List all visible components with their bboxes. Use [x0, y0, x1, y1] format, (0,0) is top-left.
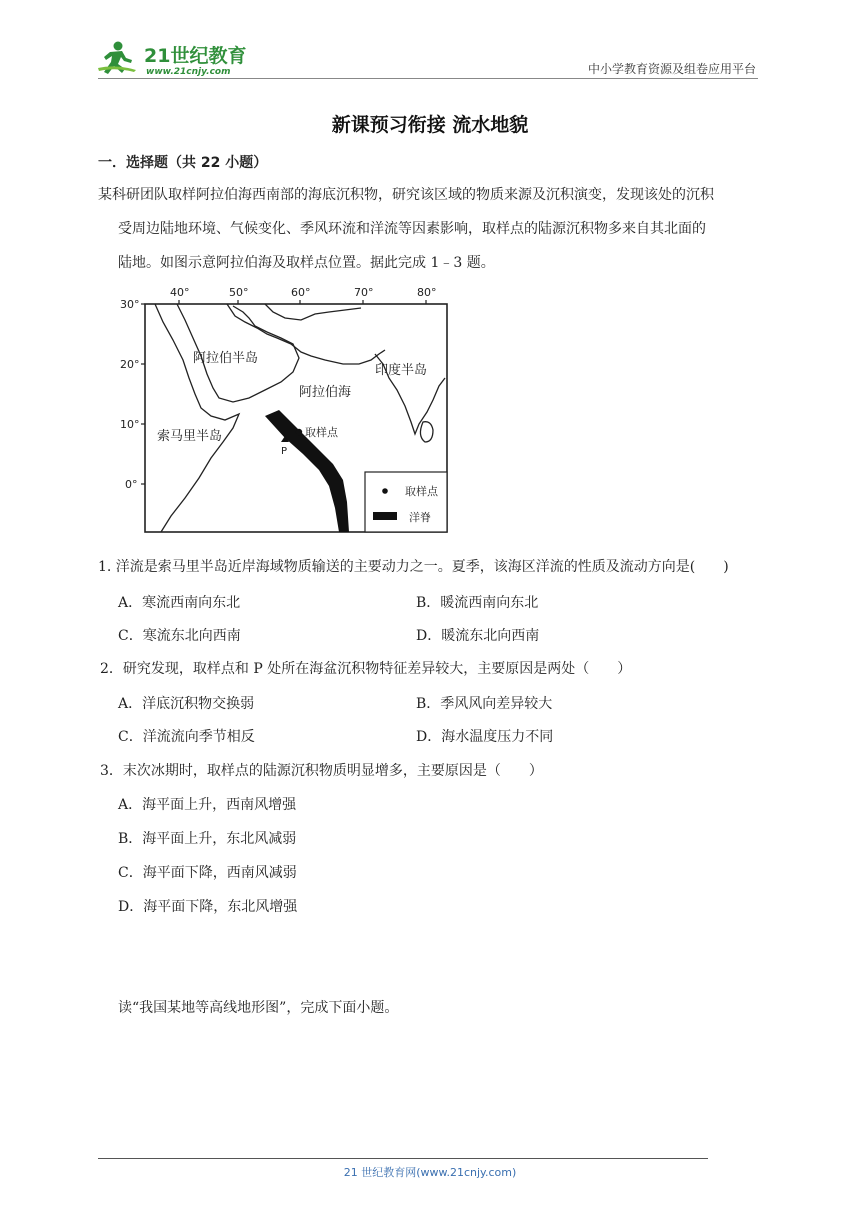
question-2-option-d[interactable]: D．海水温度压力不同 — [416, 729, 554, 745]
header-platform-name: 中小学教育资源及组卷应用平台 — [587, 62, 756, 76]
question-3-option-d[interactable]: D．海平面下降，东北风增强 — [118, 899, 298, 915]
lat-label: 20° — [120, 358, 140, 371]
footer-divider — [98, 1158, 708, 1159]
map-legend — [365, 472, 447, 532]
question-2-option-c[interactable]: C．洋流流向季节相反 — [118, 729, 255, 745]
site-logo — [96, 38, 256, 78]
footer-link[interactable]: 21 世纪教育网(www.21cnjy.com) — [343, 1166, 517, 1179]
lon-label: 80° — [417, 286, 437, 299]
question-1-option-b[interactable]: B．暖流西南向东北 — [416, 595, 539, 611]
intro-line-2: 受周边陆地环境、气候变化、季风环流和洋流等因素影响，取样点的陆源沉积物多来自其北面的 — [118, 221, 706, 237]
lon-label: 60° — [291, 286, 311, 299]
legend-ridge-icon — [373, 512, 397, 520]
lon-label: 50° — [229, 286, 249, 299]
lat-label: 30° — [120, 298, 140, 311]
arabian-sea-label: 阿拉伯海 — [299, 385, 352, 400]
lat-label: 10° — [120, 418, 140, 431]
legend-sample-point-icon — [382, 488, 388, 494]
next-question-intro: 读“我国某地等高线地形图”，完成下面小题。 — [118, 1000, 399, 1016]
runner-logo-icon — [98, 42, 136, 75]
section-heading: 一．选择题（共 22 小题） — [98, 155, 268, 171]
arabian-peninsula-label: 阿拉伯半岛 — [193, 351, 259, 366]
lon-label: 40° — [170, 286, 190, 299]
point-p-label: P — [281, 446, 288, 457]
legend-sample-point-label: 取样点 — [405, 485, 438, 498]
question-2-stem: 2．研究发现，取样点和 P 处所在海盆沉积物特征差异较大，主要原因是两处（ ） — [100, 661, 632, 677]
indian-peninsula-label: 印度半岛 — [375, 363, 428, 378]
question-3-option-c[interactable]: C．海平面下降，西南风减弱 — [118, 865, 297, 881]
question-3-option-b[interactable]: B．海平面上升，东北风减弱 — [118, 831, 297, 847]
intro-line-3: 陆地。如图示意阿拉伯海及取样点位置。据此完成 1﹣3 题。 — [118, 255, 495, 271]
intro-line-1: 某科研团队取样阿拉伯海西南部的海底沉积物，研究该区域的物质来源及沉积演变，发现该处的沉积 — [98, 187, 714, 203]
question-2-option-a[interactable]: A．洋底沉积物交换弱 — [118, 696, 255, 712]
somali-peninsula-label: 索马里半岛 — [157, 429, 223, 444]
question-1-option-a[interactable]: A．寒流西南向东北 — [118, 595, 241, 611]
question-1-stem: 1. 洋流是索马里半岛近岸海域物质输送的主要动力之一。夏季，该海区洋流的性质及流动方向是( ) — [98, 559, 729, 575]
lon-label: 70° — [354, 286, 374, 299]
question-3-stem: 3．末次冰期时，取样点的陆源沉积物质明显增多，主要原因是（ ） — [100, 763, 543, 779]
question-1-option-d[interactable]: D．暖流东北向西南 — [416, 628, 540, 644]
question-1-option-c[interactable]: C．寒流东北向西南 — [118, 628, 241, 644]
question-3-option-a[interactable]: A．海平面上升，西南风增强 — [118, 797, 297, 813]
arabian-sea-map — [115, 282, 455, 540]
logo-sub-text: www.21cnjy.com — [146, 67, 231, 77]
logo-main-text: 21世纪教育 — [144, 45, 247, 67]
sample-point-label: 取样点 — [305, 426, 338, 439]
sample-point-marker — [296, 429, 302, 435]
legend-ridge-label: 洋脊 — [409, 511, 431, 524]
document-title: 新课预习衔接 流水地貌 — [331, 114, 529, 136]
question-2-option-b[interactable]: B．季风风向差异较大 — [416, 696, 553, 712]
lat-label: 0° — [125, 478, 138, 491]
header-divider — [98, 78, 758, 79]
